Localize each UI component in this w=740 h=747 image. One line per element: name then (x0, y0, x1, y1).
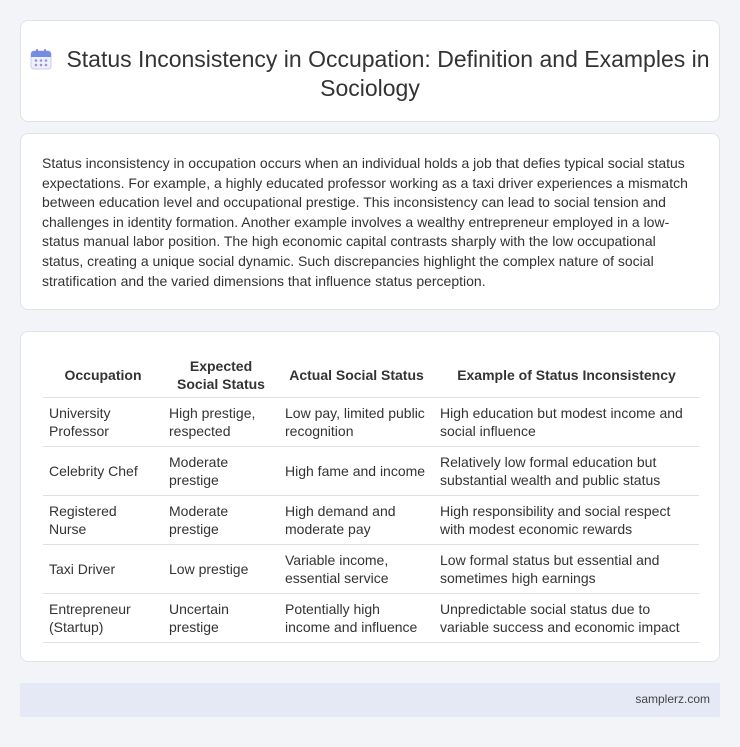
calendar-icon (30, 48, 52, 70)
table-row (43, 398, 699, 447)
table-row (43, 496, 699, 545)
cell-occupation: University Professor (43, 398, 163, 447)
page-title: Status Inconsistency in Occupation: Definition and Examples in Sociology (66, 46, 710, 101)
table-row (43, 594, 699, 643)
header-actual-status: Actual Social Status (289, 367, 424, 383)
cell-example: Low formal status but essential and sometimes high earnings (434, 545, 699, 594)
cell-example: Relatively low formal education but substantial wealth and public status (434, 447, 699, 496)
cell-actual-status: Low pay, limited public recognition (279, 398, 434, 447)
cell-example: High education but modest income and social influence (434, 398, 699, 447)
status-table (43, 353, 699, 643)
cell-actual-status: High fame and income (279, 447, 434, 496)
cell-expected-status: High prestige, respected (163, 398, 279, 447)
table-card (20, 331, 720, 662)
page-title-wrapper (21, 45, 719, 103)
cell-expected-status: Moderate prestige (163, 447, 279, 496)
cell-occupation: Celebrity Chef (43, 447, 163, 496)
cell-actual-status: Variable income, essential service (279, 545, 434, 594)
title-card (20, 20, 720, 122)
cell-expected-status: Low prestige (163, 545, 279, 594)
intro-card (20, 133, 720, 310)
cell-actual-status: Potentially high income and influence (279, 594, 434, 643)
header-expected-status: Expected Social Status (177, 358, 265, 392)
cell-example: High responsibility and social respect with modest economic rewards (434, 496, 699, 545)
cell-expected-status: Moderate prestige (163, 496, 279, 545)
table-row (43, 447, 699, 496)
cell-occupation: Entrepreneur (Startup) (43, 594, 163, 643)
table-header-row (43, 353, 699, 398)
header-occupation: Occupation (64, 367, 142, 383)
header-example: Example of Status Inconsistency (457, 367, 676, 383)
footer-bar (20, 683, 720, 717)
cell-occupation: Taxi Driver (43, 545, 163, 594)
cell-expected-status: Uncertain prestige (163, 594, 279, 643)
cell-actual-status: High demand and moderate pay (279, 496, 434, 545)
intro-paragraph: Status inconsistency in occupation occurs when an individual holds a job that defies typical social status expectations. For example, a highly educated professor working as a taxi driver experiences a mismatch between education level and occupational prestige. This inconsistency can lead to social tension and challenges in identity formation. Another example involves a wealthy entrepreneur employed in a low-status manual labor position. The high economic capital contrasts sharply with the low occupational status, creating a unique social dynamic. Such discrepancies highlight the complex nature of social stratification and the varied dimensions that influence status perception. (42, 155, 688, 289)
cell-occupation: Registered Nurse (43, 496, 163, 545)
table-row (43, 545, 699, 594)
cell-example: Unpredictable social status due to variable success and economic impact (434, 594, 699, 643)
footer-site-link[interactable]: samplerz.com (635, 692, 710, 706)
